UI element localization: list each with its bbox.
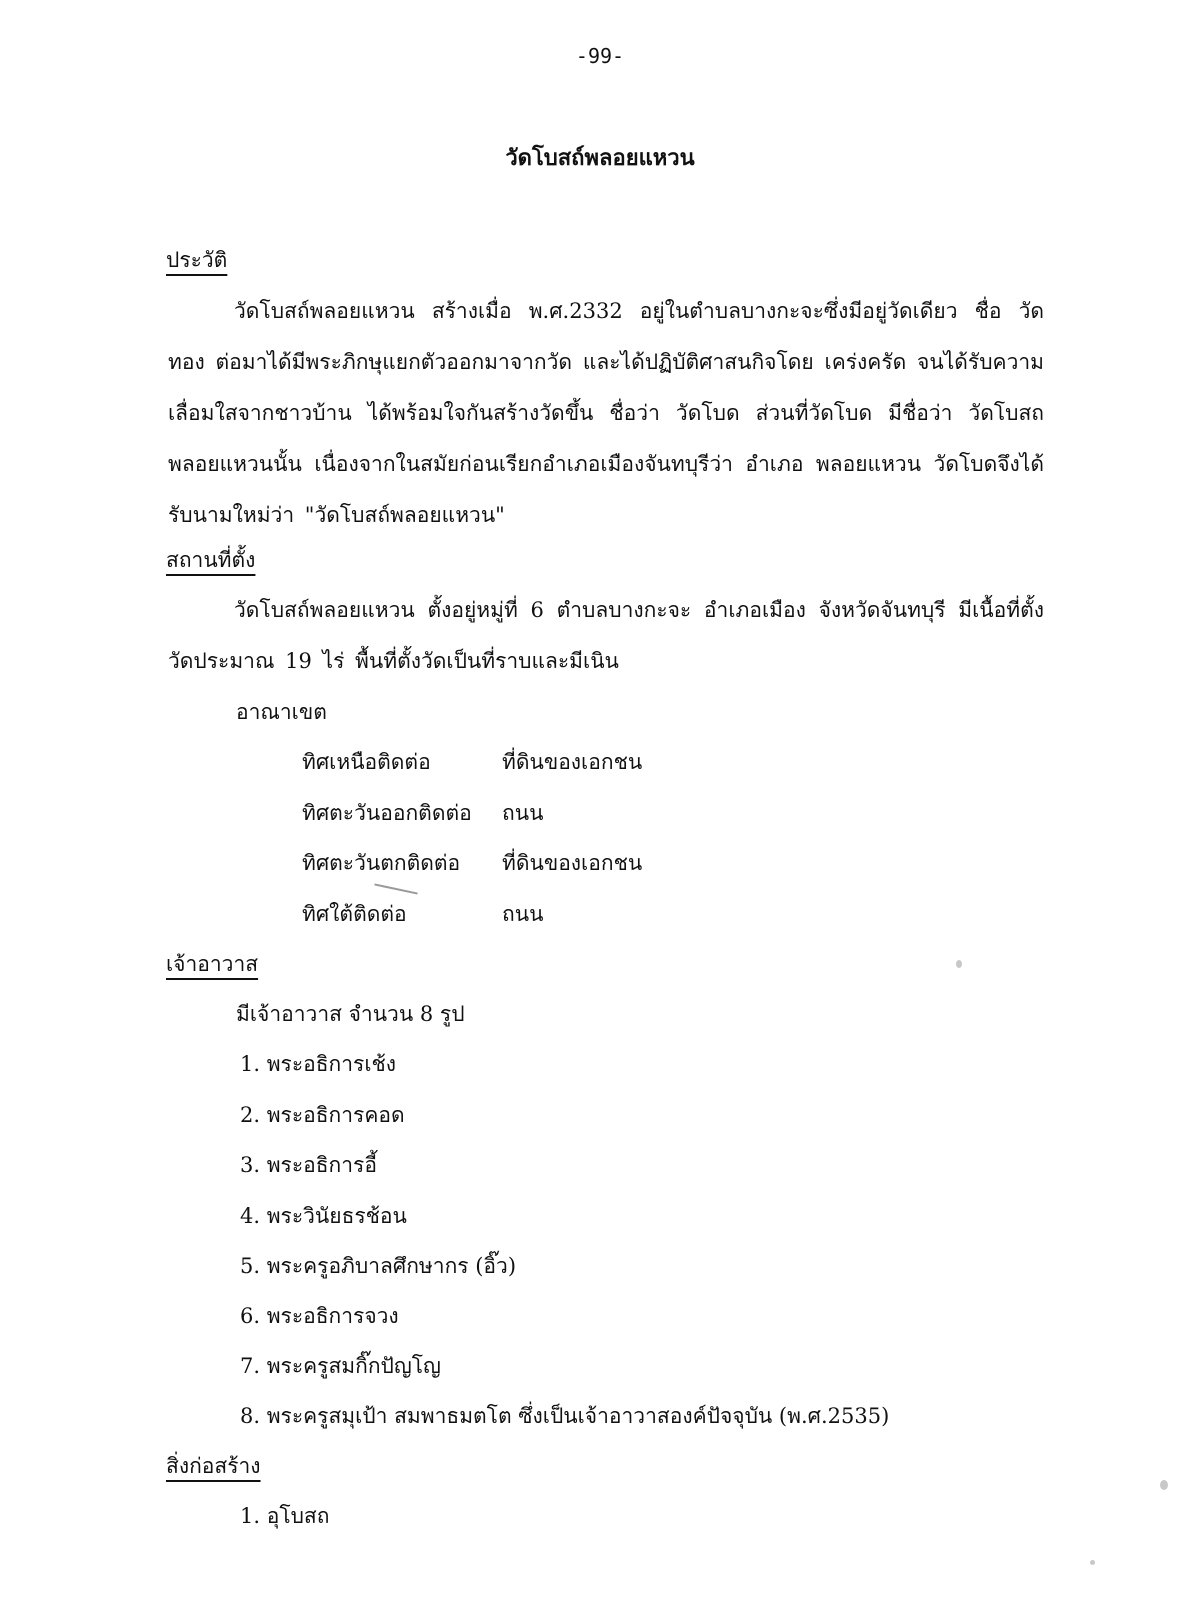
page-number: -99- — [575, 44, 625, 68]
abbot-list-item: 8. พระครูสมุเป้า สมพาธมตโต ซึ่งเป็นเจ้าอาวาสองค์ปัจจุบัน (พ.ศ.2535) — [240, 1404, 890, 1428]
boundary-value: ที่ดินของเอกชน — [502, 750, 643, 774]
boundary-row — [302, 900, 543, 928]
section-heading-buildings: สิ่งก่อสร้าง — [166, 1454, 261, 1478]
boundary-value: ที่ดินของเอกชน — [502, 851, 643, 875]
abbot-list-item: 5. พระครูอภิบาลศึกษากร (อิ๊ว) — [240, 1254, 517, 1278]
building-list-item: 1. อุโบสถ — [240, 1504, 330, 1528]
section-heading-history: ประวัติ — [166, 248, 228, 272]
boundary-row — [302, 799, 543, 827]
boundary-value: ถนน — [502, 902, 544, 926]
abbot-list-item: 4. พระวินัยธรช้อน — [240, 1204, 407, 1228]
section-heading-abbots: เจ้าอาวาส — [166, 952, 259, 976]
abbot-list-item: 7. พระครูสมกิ๊กปัญโญ — [240, 1354, 441, 1378]
boundary-direction: ทิศตะวันตกติดต่อ — [302, 851, 461, 875]
scan-speck — [1160, 1480, 1168, 1490]
scan-mark — [374, 883, 417, 894]
abbot-list-item: 1. พระอธิการเช้ง — [240, 1052, 397, 1076]
section-heading-location: สถานที่ตั้ง — [166, 548, 256, 572]
boundary-direction: ทิศเหนือติดต่อ — [302, 750, 431, 774]
boundary-row — [302, 849, 642, 877]
abbot-list-item: 6. พระอธิการจวง — [240, 1304, 399, 1328]
location-paragraph: วัดโบสถ์พลอยแหวน ตั้งอยู่หมู่ที่ 6 ตำบลบางกะจะ อำเภอเมือง จังหวัดจันทบุรี มีเนื้อที่ตั้งวัดประมาณ 19 ไร่ พื้นที่ตั้งวัดเป็นที่ราบและมีเนิน — [168, 598, 1044, 673]
scan-speck — [956, 960, 962, 968]
abbot-list-item: 3. พระอธิการอี้ — [240, 1153, 377, 1177]
boundary-value: ถนน — [502, 801, 544, 825]
abbot-list-item: 2. พระอธิการคอด — [240, 1103, 405, 1127]
boundary-row — [302, 748, 642, 776]
page-title: วัดโบสถ์พลอยแหวน — [505, 145, 695, 171]
boundary-direction: ทิศใต้ติดต่อ — [302, 902, 407, 926]
boundary-heading: อาณาเขต — [236, 700, 327, 724]
abbots-intro: มีเจ้าอาวาส จำนวน 8 รูป — [236, 1002, 465, 1026]
boundary-direction: ทิศตะวันออกติดต่อ — [302, 801, 472, 825]
history-paragraph: วัดโบสถ์พลอยแหวน สร้างเมื่อ พ.ศ.2332 อยู่ในตำบลบางกะจะซึ่งมีอยู่วัดเดียว ชื่อ วัดทอง ต่อมาได้มีพระภิกษุแยกตัวออกมาจากวัด และได้ปฏิบัติศาสนกิจโดย เคร่งครัด จนได้รับความเลื่อมใสจากชาวบ้าน ได้พร้อมใจกันสร้างวัดขึ้น ชื่อว่า วัดโบด ส่วนที่วัดโบด มีชื่อว่า วัดโบสถพลอยแหวนนั้น เนื่องจากในสมัยก่อนเรียกอำเภอเมืองจันทบุรีว่า อำเภอ พลอยแหวน วัดโบดจึงได้รับนามใหม่ว่า "วัดโบสถ์พลอยแหวน" — [168, 299, 1044, 527]
scan-speck — [1090, 1560, 1095, 1565]
